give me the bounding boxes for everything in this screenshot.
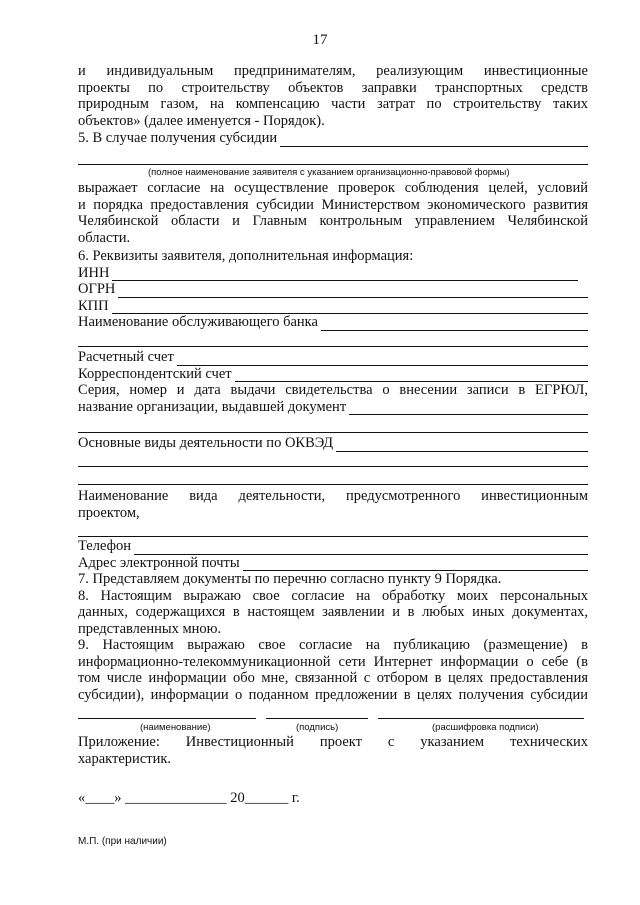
stamp-note: М.П. (при наличии) <box>78 836 167 847</box>
item-9-line: информационно-телекоммуникационной сети Интернет информации о себе (в <box>78 653 588 670</box>
phone-label: Телефон <box>78 538 131 554</box>
ogrn-field[interactable] <box>118 284 588 298</box>
appendix-line: характеристик. <box>78 750 172 767</box>
egrul-field-line-2[interactable] <box>78 432 588 433</box>
date-day-field[interactable]: ____ <box>85 790 115 806</box>
item-8-line: 8. Настоящим выражаю свое согласие на обработку моих персональных <box>78 587 588 604</box>
item-5-text <box>78 180 588 246</box>
date-year-prefix: 20 <box>230 790 245 806</box>
activity-field-line[interactable] <box>78 536 588 537</box>
kpp-row <box>78 298 588 315</box>
okved-label: Основные виды деятельности по ОКВЭД <box>78 435 334 451</box>
contacts <box>78 538 588 703</box>
corr-account-row <box>78 366 588 383</box>
applicant-name-line-2[interactable] <box>78 164 588 165</box>
sign-caption: (подпись) <box>296 722 339 733</box>
bank-label: Наименование обслуживающего банка <box>78 314 318 330</box>
date-open-quote: « <box>78 790 86 806</box>
date-suffix: г. <box>291 790 300 806</box>
sign-signature-line[interactable] <box>266 718 368 719</box>
decode-signature-line[interactable] <box>378 718 584 719</box>
page-number: 17 <box>312 32 328 48</box>
item-9-line: 9. Настоящим выражаю свое согласие на публикацию (размещение) в <box>78 637 588 653</box>
text-line: области. <box>78 229 131 246</box>
okved-row <box>78 435 588 452</box>
item-6-title: 6. Реквизиты заявителя, дополнительная информация: <box>78 248 414 264</box>
item-5 <box>78 130 588 147</box>
date-line <box>78 790 588 807</box>
inn-row <box>78 265 588 282</box>
account-label: Расчетный счет <box>78 349 174 365</box>
phone-row <box>78 538 588 555</box>
text-line: и индивидуальным предпринимателям, реализующим инвестиционные <box>78 63 588 79</box>
applicant-name-caption: (полное наименование заявителя с указанием организационно-правовой формы) <box>148 167 510 178</box>
name-signature-line[interactable] <box>78 718 256 719</box>
date-month-field[interactable]: ______________ <box>125 790 227 806</box>
ogrn-row <box>78 281 588 298</box>
account-field[interactable] <box>177 352 588 366</box>
corr-account-label: Корреспондентский счет <box>78 365 232 382</box>
accounts <box>78 349 588 415</box>
decode-caption: (расшифровка подписи) <box>432 722 539 733</box>
okved <box>78 435 588 452</box>
inn-field[interactable] <box>112 267 578 281</box>
appendix <box>78 734 588 767</box>
item-7: 7. Представляем документы по перечню согласно пункту 9 Порядка. <box>78 571 502 587</box>
item-9-line: субсидии), информации о поданном предложении в целях получения субсидии <box>78 686 588 703</box>
egrul-field[interactable] <box>349 401 588 415</box>
egrul-text: Серия, номер и дата выдачи свидетельства о внесении записи в ЕГРЮЛ, <box>78 382 588 398</box>
phone-field[interactable] <box>134 541 588 555</box>
date-year-field[interactable]: ______ <box>244 790 289 806</box>
item-8-line: представленных мною. <box>78 620 222 637</box>
bank-field-line-2[interactable] <box>78 346 588 347</box>
appendix-line: Приложение: Инвестиционный проект с указанием технических <box>78 734 588 750</box>
activity <box>78 488 588 521</box>
name-caption: (наименование) <box>140 722 211 733</box>
item-8-line: данных, содержащихся в настоящем заявлении и в любых иных документах, <box>78 604 588 620</box>
item-6 <box>78 248 588 331</box>
text-line: выражает согласие на осуществление проверок соблюдения целей, условий <box>78 180 588 196</box>
applicant-name-field[interactable] <box>280 133 588 147</box>
okved-field-line-2[interactable] <box>78 466 588 467</box>
item-5-label: 5. В случае получения субсидии <box>78 130 278 146</box>
corr-account-field[interactable] <box>235 368 588 382</box>
text-line: Челябинской области и Главным контрольным управлением Челябинской <box>78 213 588 229</box>
date-close-quote: » <box>114 790 122 806</box>
account-row <box>78 349 588 366</box>
activity-text: Наименование вида деятельности, предусмотренного инвестиционным <box>78 488 588 504</box>
item-9-line: том числе информации обо мне, связанной с отбором в целях предоставления <box>78 670 588 686</box>
bank-field[interactable] <box>321 317 588 331</box>
ogrn-label: ОГРН <box>78 281 116 297</box>
text-line: и порядка предоставления субсидии Министерством экономического развития <box>78 196 588 213</box>
kpp-field[interactable] <box>112 300 588 314</box>
email-label: Адрес электронной почты <box>78 554 240 571</box>
bank-row <box>78 314 588 331</box>
activity-text: проектом, <box>78 504 140 521</box>
text-line: объектов» (далее именуется - Порядок). <box>78 112 325 129</box>
egrul-row <box>78 399 588 416</box>
inn-label: ИНН <box>78 264 110 281</box>
text-line: природным газом, на компенсацию части затрат по строительству таких <box>78 96 588 112</box>
email-field[interactable] <box>243 557 588 571</box>
text-line: проекты по строительству объектов заправки транспортных средств <box>78 79 588 96</box>
email-row <box>78 555 588 572</box>
kpp-label: КПП <box>78 297 109 314</box>
subsidy-applicant-row <box>78 130 588 147</box>
intro-paragraph <box>78 63 588 129</box>
okved-field-line-3[interactable] <box>78 484 588 485</box>
okved-field[interactable] <box>336 438 588 452</box>
egrul-label: название организации, выдавшей документ <box>78 398 347 415</box>
